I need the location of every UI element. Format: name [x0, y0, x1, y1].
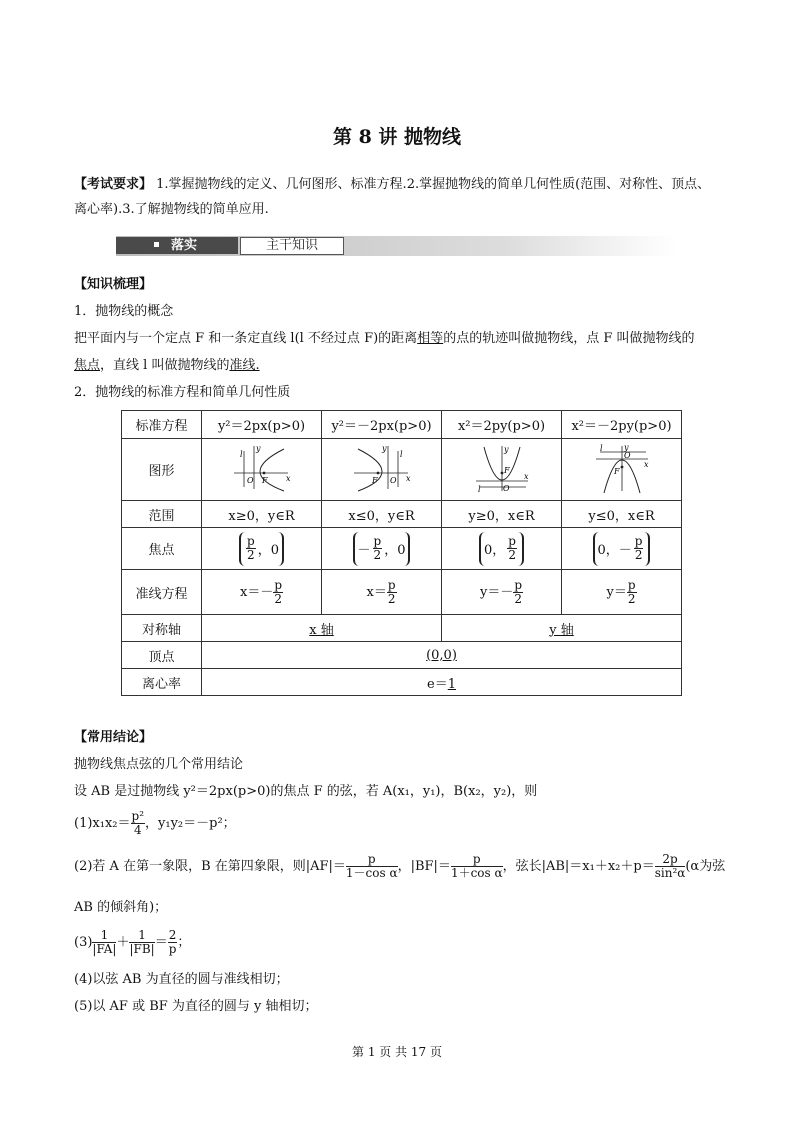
- square-bullet-icon: [154, 242, 159, 247]
- row-label: 标准方程: [122, 411, 202, 439]
- svg-text:l: l: [399, 449, 403, 459]
- graph-cell: [322, 439, 442, 501]
- table-row: [122, 570, 682, 615]
- svg-text:x: x: [643, 459, 649, 469]
- banner-left: [116, 237, 238, 254]
- knowledge-heading-2: 2．抛物线的标准方程和简单几何性质: [74, 385, 291, 400]
- conclusion-2-cont: AB 的倾斜角)；: [74, 900, 168, 915]
- row-label: 图形: [122, 439, 202, 501]
- range-cell: y≥0，x∈R: [442, 501, 562, 528]
- svg-text:O: O: [389, 475, 397, 485]
- svg-text:O: O: [502, 483, 510, 493]
- svg-text:y: y: [503, 444, 509, 454]
- svg-text:O: O: [623, 450, 631, 460]
- requirements-line-1: [74, 175, 710, 195]
- requirements-text-1: 1.掌握抛物线的定义、几何图形、标准方程.2.掌握抛物线的简单几何性质(范围、对称性、顶点、: [156, 177, 711, 192]
- row-label: 顶点: [122, 642, 202, 669]
- svg-text:F: F: [503, 465, 510, 475]
- table-row: [122, 439, 682, 501]
- row-label: 对称轴: [122, 615, 202, 642]
- equation-cell: x²＝2py(p>0): [442, 411, 562, 439]
- def-period: .: [255, 358, 260, 373]
- svg-text:x: x: [405, 473, 411, 483]
- eccentricity-value: 1: [447, 676, 456, 692]
- range-cell: x≤0，y∈R: [322, 501, 442, 528]
- eccentricity-cell: e＝1: [202, 669, 682, 696]
- focus-cell: $\frac{p}{2}$ ，0: [202, 528, 322, 570]
- graph-cell: [442, 439, 562, 501]
- def-text-c: 的点的轨迹叫做抛物线，点 F 叫做抛物线的: [443, 331, 695, 346]
- knowledge-heading-1: 1．抛物线的概念: [74, 304, 174, 319]
- svg-text:y: y: [381, 443, 387, 453]
- parabola-right-graph: [232, 443, 292, 493]
- graph-cell: [202, 439, 322, 501]
- def-text-a: 把平面内与一个定点 F 和一条定直线 l(l 不经过点 F)的距离: [74, 331, 418, 346]
- table-row: [122, 615, 682, 642]
- directrix-cell: y＝ $\frac{p}{2}$: [562, 570, 682, 615]
- svg-text:l: l: [599, 443, 603, 453]
- focus-cell: 0， $\frac{p}{2}$: [442, 528, 562, 570]
- parabola-up-graph: [472, 443, 532, 493]
- graph-cell: [562, 439, 682, 501]
- conclusion-4: (4)以弦 AB 为直径的圆与准线相切；: [74, 972, 289, 987]
- svg-text:y: y: [623, 442, 629, 452]
- banner-left-label: 落实: [171, 238, 198, 253]
- parabola-left-graph: [352, 443, 412, 493]
- vertex-value: (0,0): [426, 647, 457, 663]
- def-blank-directrix: 准线: [229, 358, 256, 373]
- conclusion-2: (2)若 A 在第一象限，B 在第四象限，则|AF|＝ $\frac{p}{\text{1－cos α}}$ ，|BF|＝ $\frac{p}{\text{1＋cos α}}$ ，弦长|AB|＝x₁＋x₂＋p＝ $\frac{2p}{\text{sin²α}}$ (α为弦: [74, 852, 726, 880]
- row-label: 焦点: [122, 528, 202, 570]
- range-cell: y≤0，x∈R: [562, 501, 682, 528]
- definition-line-1: [74, 329, 694, 349]
- def-blank-focus: 焦点: [74, 358, 101, 373]
- properties-table: [121, 410, 682, 696]
- table-row: [122, 669, 682, 696]
- equation-cell: x²＝－2py(p>0): [562, 411, 682, 439]
- svg-text:l: l: [239, 449, 243, 459]
- axis-y: y 轴: [549, 622, 574, 638]
- definition-line-2: [74, 356, 260, 376]
- requirements-tag: 【考试要求】: [74, 177, 153, 192]
- equation-cell: y²＝－2px(p>0): [322, 411, 442, 439]
- conclusions-tag: 【常用结论】: [74, 730, 153, 745]
- conclusion-5: (5)以 AF 或 BF 为直径的圆与 y 轴相切；: [74, 999, 318, 1014]
- table-row: [122, 411, 682, 439]
- page-title: 第 8 讲 抛物线: [332, 126, 462, 148]
- conclusions-intro: 抛物线焦点弦的几个常用结论: [74, 757, 244, 772]
- banner-right: 主干知识: [240, 237, 344, 255]
- equation-cell: y²＝2px(p>0): [202, 411, 322, 439]
- knowledge-tag: 【知识梳理】: [74, 277, 153, 292]
- svg-text:O: O: [246, 475, 254, 485]
- directrix-cell: x＝ $\frac{p}{2}$: [322, 570, 442, 615]
- table-row: [122, 501, 682, 528]
- focus-cell: － $\frac{p}{2}$ ，0: [322, 528, 442, 570]
- axis-x: x 轴: [309, 622, 334, 638]
- table-row: [122, 642, 682, 669]
- svg-text:y: y: [255, 443, 261, 453]
- svg-text:x: x: [285, 473, 291, 483]
- range-cell: x≥0，y∈R: [202, 501, 322, 528]
- svg-text:x: x: [523, 471, 529, 481]
- conclusions-setup: 设 AB 是过抛物线 y²＝2px(p>0)的焦点 F 的弦，若 A(x₁，y₁)，B(x₂，y₂)，则: [74, 784, 538, 799]
- row-label: 范围: [122, 501, 202, 528]
- directrix-cell: x＝－ $\frac{p}{2}$: [202, 570, 322, 615]
- table-row: [122, 528, 682, 570]
- svg-text:F: F: [371, 475, 378, 485]
- svg-text:F: F: [613, 466, 620, 476]
- axis-cell: [442, 615, 682, 642]
- svg-text:l: l: [477, 484, 481, 493]
- axis-cell: [202, 615, 442, 642]
- parabola-down-graph: [592, 443, 652, 493]
- focus-cell: 0，－ $\frac{p}{2}$: [562, 528, 682, 570]
- row-label: 离心率: [122, 669, 202, 696]
- svg-text:F: F: [261, 475, 268, 485]
- row-label: 准线方程: [122, 570, 202, 615]
- conclusion-1: (1)x₁x₂＝ $\frac{\text{p²}}{4}$ ，y₁y₂＝－p²；: [74, 809, 236, 837]
- def-blank-equal: 相等: [417, 331, 444, 346]
- conclusion-3: (3) $\frac{1}{|FA|}$ ＋ $\frac{1}{|FB|}$ ＝ $\frac{2}{p}$ ；: [74, 928, 191, 956]
- section-banner: [116, 236, 676, 256]
- requirements-line-2: 离心率).3.了解抛物线的简单应用.: [74, 202, 269, 217]
- vertex-cell: [202, 642, 682, 669]
- directrix-cell: y＝－ $\frac{p}{2}$: [442, 570, 562, 615]
- page-footer: 第 1 页 共 17 页: [352, 1045, 442, 1059]
- def-text-b: ，直线 l 叫做抛物线的: [100, 358, 230, 373]
